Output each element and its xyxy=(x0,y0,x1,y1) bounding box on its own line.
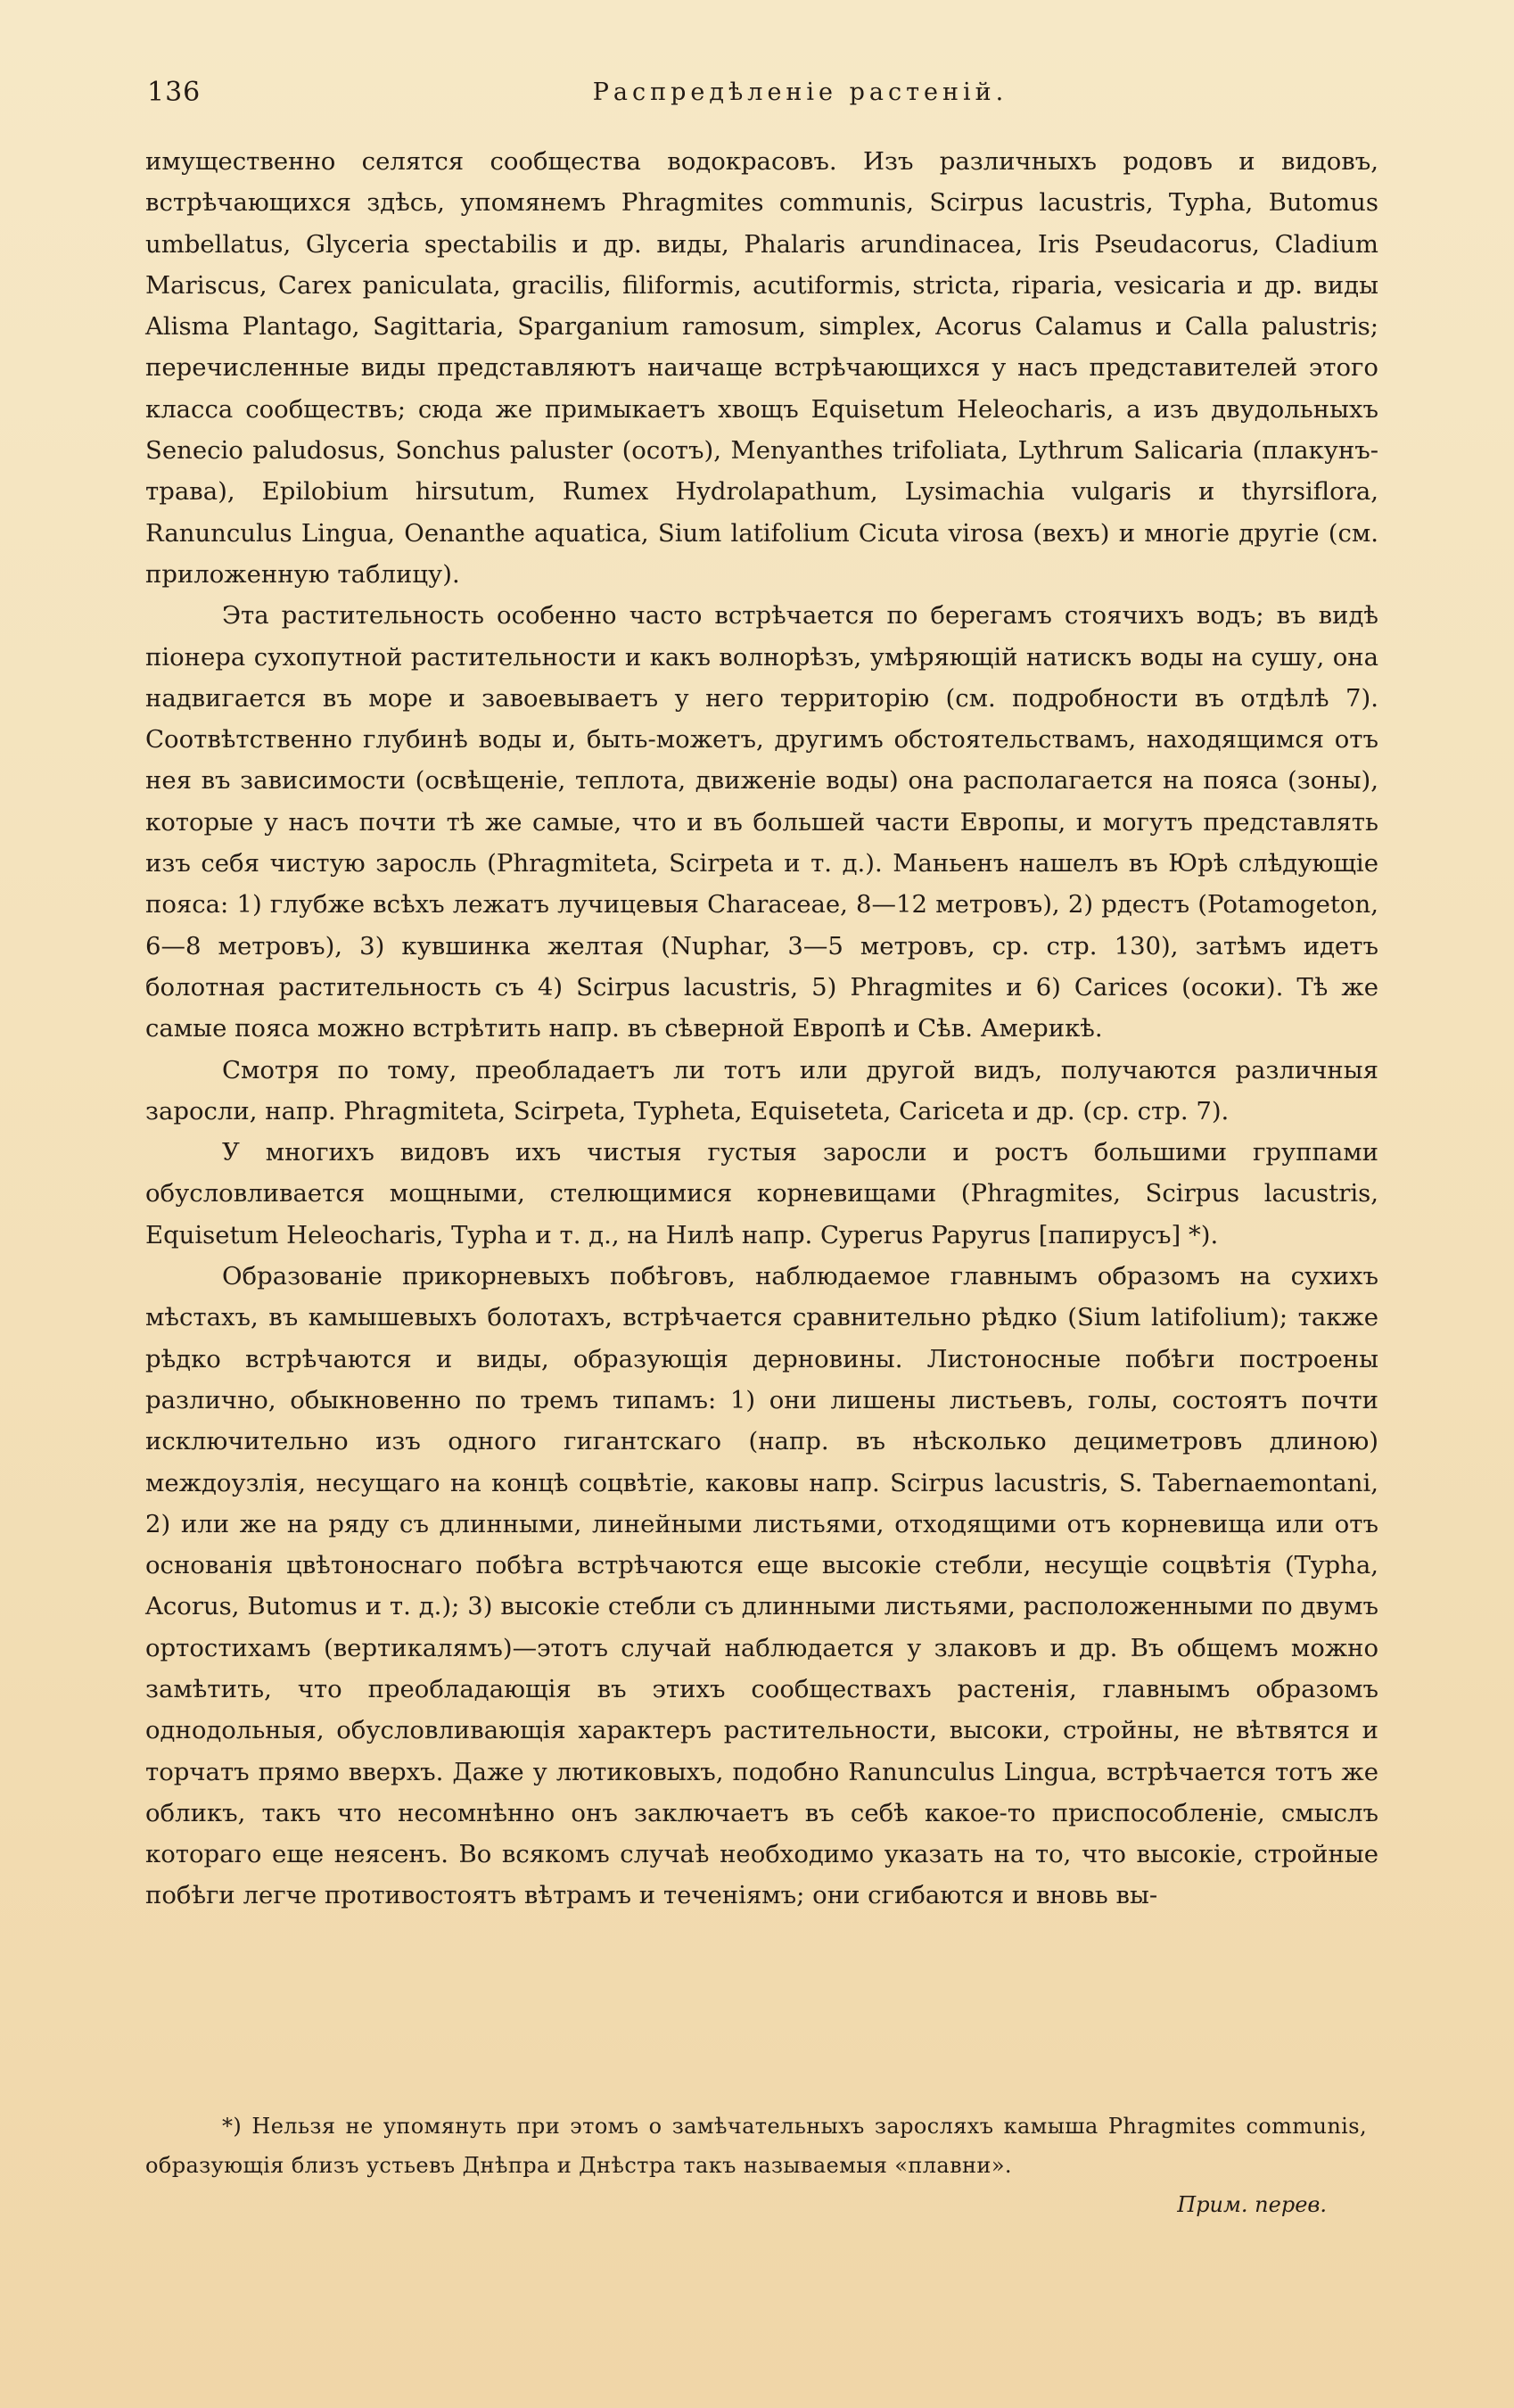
footnote xyxy=(145,2107,1367,2224)
paragraph-1: имущественно селятся сообщества водокрасовъ. Изъ различныхъ родовъ и видовъ, встрѣчающихся здѣсь, упомянемъ Phragmites communis, Scirpus lacustris, Typha, Butomus umbellatus, Glyceria spectabilis и др. виды, Phalaris arundinacea, Iris Pseudacorus, Cladium Mariscus, Carex paniculata, gracilis, filiformis, acutiformis, stricta, riparia, vesicaria и др. виды Alisma Plantago, Sagittaria, Sparganium ramosum, simplex, Acorus Calamus и Calla palustris; перечисленные виды представляютъ наичаще встрѣчающихся у насъ представителей этого класса сообществъ; сюда же примыкаетъ хвощъ Equisetum Heleocharis, а изъ двудольныхъ Senecio paludosus, Sonchus paluster (осотъ), Menyanthes trifoliata, Lythrum Salicaria (плакунъ-трава), Epilobium hirsutum, Rumex Hydrolapathum, Lysimachia vulgaris и thyrsiflora, Ranunculus Lingua, Oenanthe aquatica, Sium latifolium Cicuta virosa (вехъ) и многіе другіе (см. приложенную таблицу). xyxy=(145,147,1378,589)
footnote-signature: Прим. перев. xyxy=(1177,2192,1327,2217)
paragraph-3: Смотря по тому, преобладаетъ ли тотъ или другой видъ, получаются различныя заросли, напр. Phragmiteta, Scirpeta, Typheta, Equiseteta, Cariceta и др. (ср. стр. 7). xyxy=(145,1055,1378,1126)
page-number: 136 xyxy=(147,77,202,108)
paragraph-2: Эта растительность особенно часто встрѣчается по берегамъ стоячихъ водъ; въ видѣ піонера сухопутной растительности и какъ волнорѣзъ, умѣряющій натискъ воды на сушу, она надвигается въ море и завоевываетъ у него территорію (см. подробности въ отдѣлѣ 7). Соотвѣтственно глубинѣ воды и, быть-можетъ, другимъ обстоятельствамъ, находящимся отъ нея въ зависимости (освѣщеніе, теплота, движеніе воды) она располагается на пояса (зоны), которые у насъ почти тѣ же самые, что и въ большей части Европы, и могутъ представлять изъ себя чистую заросль (Phragmiteta, Scirpeta и т. д.). Маньенъ нашелъ въ Юрѣ слѣдующіе пояса: 1) глубже всѣхъ лежатъ лучицевыя Characeae, 8—12 метровъ), 2) рдестъ (Potamogeton, 6—8 метровъ), 3) кувшинка желтая (Nuphar, 3—5 метровъ, ср. стр. 130), затѣмъ идетъ болотная растительность съ 4) Scirpus lacustris, 5) Phragmites и 6) Carices (осоки). Тѣ же самые пояса можно встрѣтить напр. въ сѣверной Европѣ и Сѣв. Америкѣ. xyxy=(145,601,1378,1043)
running-title: Распредѣленіе растеній. xyxy=(592,78,1008,106)
page-header xyxy=(147,70,1346,116)
paragraph-5: Образованіе прикорневыхъ побѣговъ, наблюдаемое главнымъ образомъ на сухихъ мѣстахъ, въ камышевыхъ болотахъ, встрѣчается сравнительно рѣдко (Sium latifolium); также рѣдко встрѣчаются и виды, образующія дерновины. Листоносные побѣги построены различно, обыкновенно по тремъ типамъ: 1) они лишены листьевъ, голы, состоятъ почти исключительно изъ одного гигантскаго (напр. въ нѣсколько дециметровъ длиною) междоузлія, несущаго на концѣ соцвѣтіе, каковы напр. Scirpus lacustris, S. Tabernaemontani, 2) или же на ряду съ длинными, линейными листьями, отходящими отъ корневища или отъ основанія цвѣтоноснаго побѣга встрѣчаются еще высокіе стебли, несущіе соцвѣтія (Typha, Acorus, Butomus и т. д.); 3) высокіе стебли съ длинными листьями, расположенными по двумъ ортостихамъ (вертикалямъ)—этотъ случай наблюдается у злаковъ и др. Въ общемъ можно замѣтить, что преобладающія въ этихъ сообществахъ растенія, главнымъ образомъ однодольныя, обусловливающія характеръ растительности, высоки, стройны, не вѣтвятся и торчатъ прямо вверхъ. Даже у лютиковыхъ, подобно Ranunculus Lingua, встрѣчается тотъ же обликъ, такъ что несомнѣнно онъ заключаетъ въ себѣ какое-то приспособленіе, смыслъ котораго еще неясенъ. Во всякомъ случаѣ необходимо указать на то, что высокіе, стройные побѣги легче противостоятъ вѣтрамъ и теченіямъ; они сгибаются и вновь вы- xyxy=(145,1262,1378,1910)
main-text xyxy=(145,141,1378,1917)
paragraph-4: У многихъ видовъ ихъ чистыя густыя заросли и ростъ большими группами обусловливается мощными, стелющимися корневищами (Phragmites, Scirpus lacustris, Equisetum Heleocharis, Typha и т. д., на Нилѣ напр. Cyperus Papyrus [папирусъ] *). xyxy=(145,1138,1378,1249)
footnote-text: *) Нельзя не упомянуть при этомъ о замѣчательныхъ заросляхъ камыша Phragmites communis, образующія близъ устьевъ Днѣпра и Днѣстра такъ называемыя «плавни». xyxy=(145,2114,1367,2178)
